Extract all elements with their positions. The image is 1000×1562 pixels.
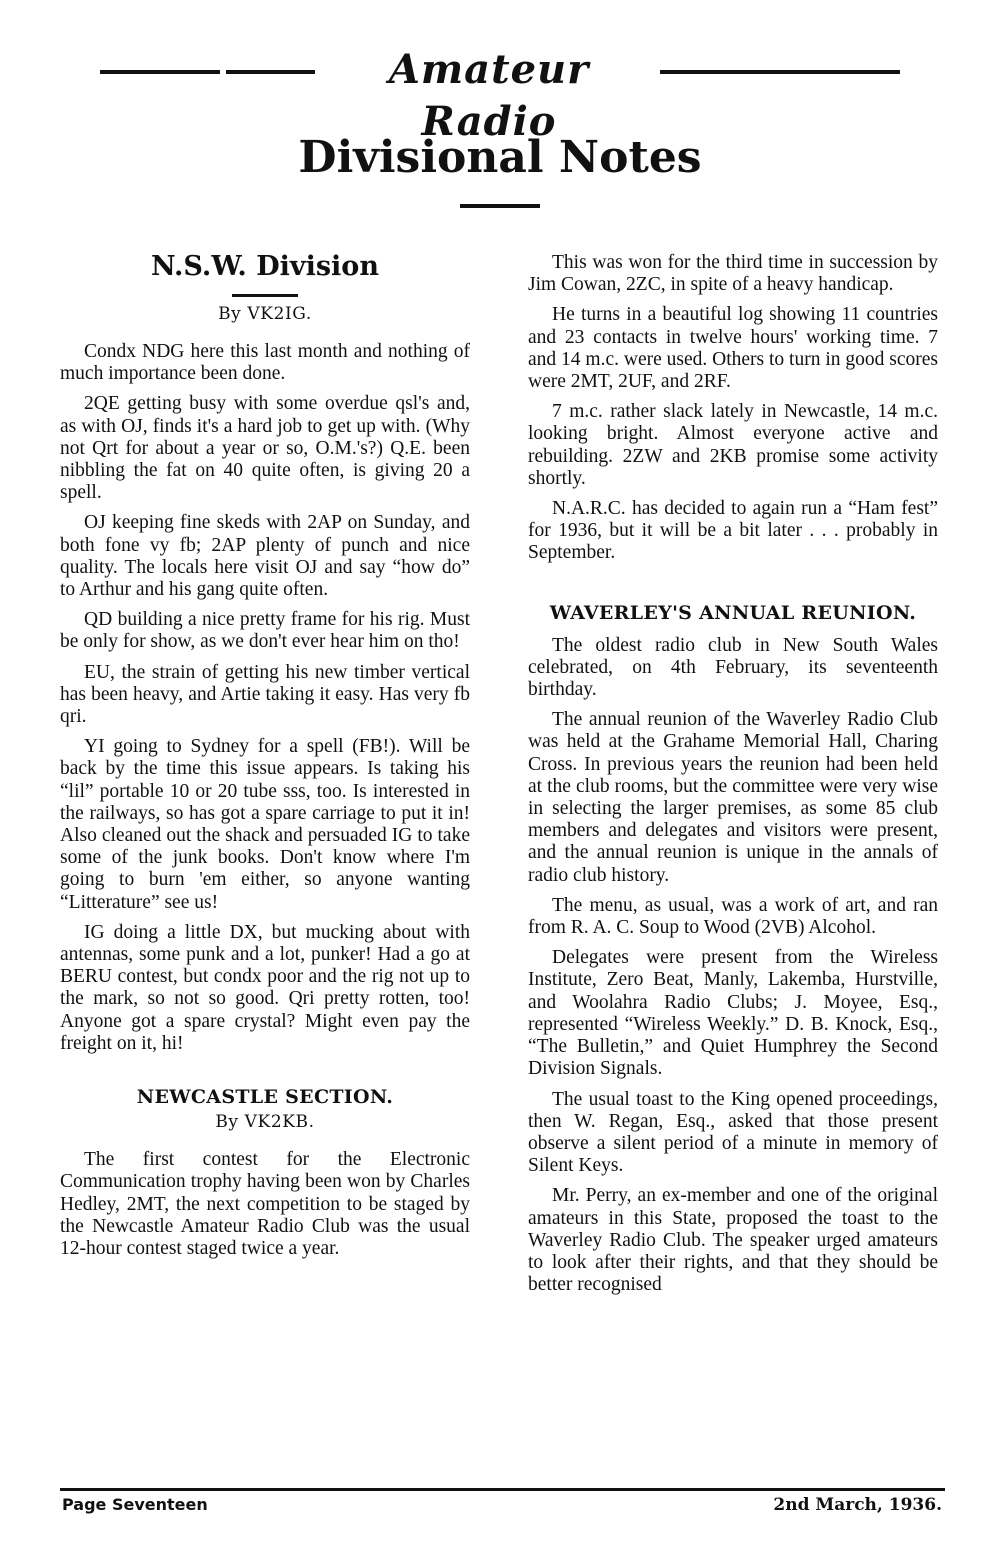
paragraph: Mr. Perry, an ex-member and one of the original amateurs in this State, proposed the toast to the Waverley Radio Club. The speaker urged amateurs to look after their rights, and that they should be better recognised [528,1185,938,1296]
paragraph: Delegates were present from the Wireless Institute, Zero Beat, Manly, Lakemba, Hurstville, and Woolahra Radio Clubs; J. Moyee, Esq., represented “Wireless Weekly.” D. B. Knock, Esq., “The Bulletin,” and Quiet Humphrey the Second Division Signals. [528,947,938,1080]
paragraph: EU, the strain of getting his new timber vertical has been heavy, and Artie taking it easy. Has very fb qri. [60,661,470,728]
masthead [100,40,900,145]
paragraph: OJ keeping fine skeds with 2AP on Sunday, and both fone vy fb; 2AP plenty of punch and nice quality. The locals here visit OJ and say “how do” to Arthur and his gang quite often. [60,512,470,601]
nsw-byline: By VK2IG. [218,304,312,324]
paragraph: IG doing a little DX, but mucking about with antennas, some punk and a lot, punker! Had a go at BERU contest, but condx poor and the rig not up to the mark, so not so good. Qri pretty rotten, too! Anyone got a spare crystal? Might even pay the freight on it, hi! [60,921,470,1054]
waverley-reunion-heading: WAVERLEY'S ANNUAL REUNION. [549,601,917,624]
paragraph: This was won for the third time in succession by Jim Cowan, 2ZC, in spite of a heavy handicap. [528,252,938,296]
masthead-rule-right [660,70,900,74]
title-divider [460,204,540,208]
masthead-logo: Amateur Radio [388,46,590,145]
paragraph: The annual reunion of the Waverley Radio Club was held at the Grahame Memorial Hall, Charing Cross. In previous years the reunion had been held at the club rooms, but the committee were very wise in selecting the larger premises, as some 85 club members and delegates and visitors were present, and the annual reunion is unique in the annals of radio club history. [528,709,938,886]
paragraph: N.A.R.C. has decided to again run a “Ham fest” for 1936, but it will be a bit later . . . probably in September. [528,498,938,564]
paragraph: The menu, as usual, was a work of art, and ran from R. A. C. Soup to Wood (2VB) Alcohol. [528,894,938,939]
newcastle-section-heading: NEWCASTLE SECTION. [136,1086,394,1109]
footer-rule [60,1488,945,1491]
page-title: Divisional Notes [298,132,702,183]
nsw-division-heading: N.S.W. Division [151,251,379,282]
left-column [60,236,470,1268]
paragraph: 2QE getting busy with some overdue qsl's and, as with OJ, finds it's a hard job to get up with. (Why not Qrt for about a year or so, O.M.'s?) Q.E. been nibbling the fat on 40 quite often, is giving 20 a spell. [60,393,470,504]
newcastle-byline: By VK2KB. [215,1112,315,1133]
paragraph: He turns in a beautiful log showing 11 countries and 23 contacts in twelve hours' working time. 7 and 14 m.c. were used. Others to turn in good scores were 2MT, 2UF, and 2RF. [528,304,938,393]
heading-divider [232,294,298,297]
paragraph: QD building a nice pretty frame for his rig. Must be only for show, as we don't ever hear him on tho! [60,609,470,653]
paragraph: The oldest radio club in New South Wales celebrated, on 4th February, its seventeenth birthday. [528,634,938,701]
paragraph: The usual toast to the King opened proceedings, then W. Regan, Esq., asked that those present observe a silent period of a minute in memory of Silent Keys. [528,1088,938,1177]
masthead-rule-left [100,70,315,74]
paragraph: 7 m.c. rather slack lately in Newcastle, 14 m.c. looking bright. Almost everyone active and rebuilding. 2ZW and 2KB promise some activity shortly. [528,401,938,489]
paragraph: YI going to Sydney for a spell (FB!). Will be back by the time this issue appears. Is taking his “lil” portable 10 or 20 tube sss, too. Is interested in the railways, so has got a spare carriage to put it in! Also cleaned out the shack and persuaded IG to take some of the junk books. Don't know where I'm going to burn 'em either, so anyone wanting “Litterature” see us! [60,736,470,913]
paragraph: The first contest for the Electronic Communication trophy having been won by Charles Hedley, 2MT, the next competition to be staged by the Newcastle Amateur Radio Club was the usual 12-hour contest staged twice a year. [60,1149,470,1259]
page-number: Page Seventeen [62,1495,208,1514]
right-column [528,236,938,1304]
paragraph: Condx NDG here this last month and nothing of much importance been done. [60,341,470,385]
issue-date: 2nd March, 1936. [773,1495,942,1515]
